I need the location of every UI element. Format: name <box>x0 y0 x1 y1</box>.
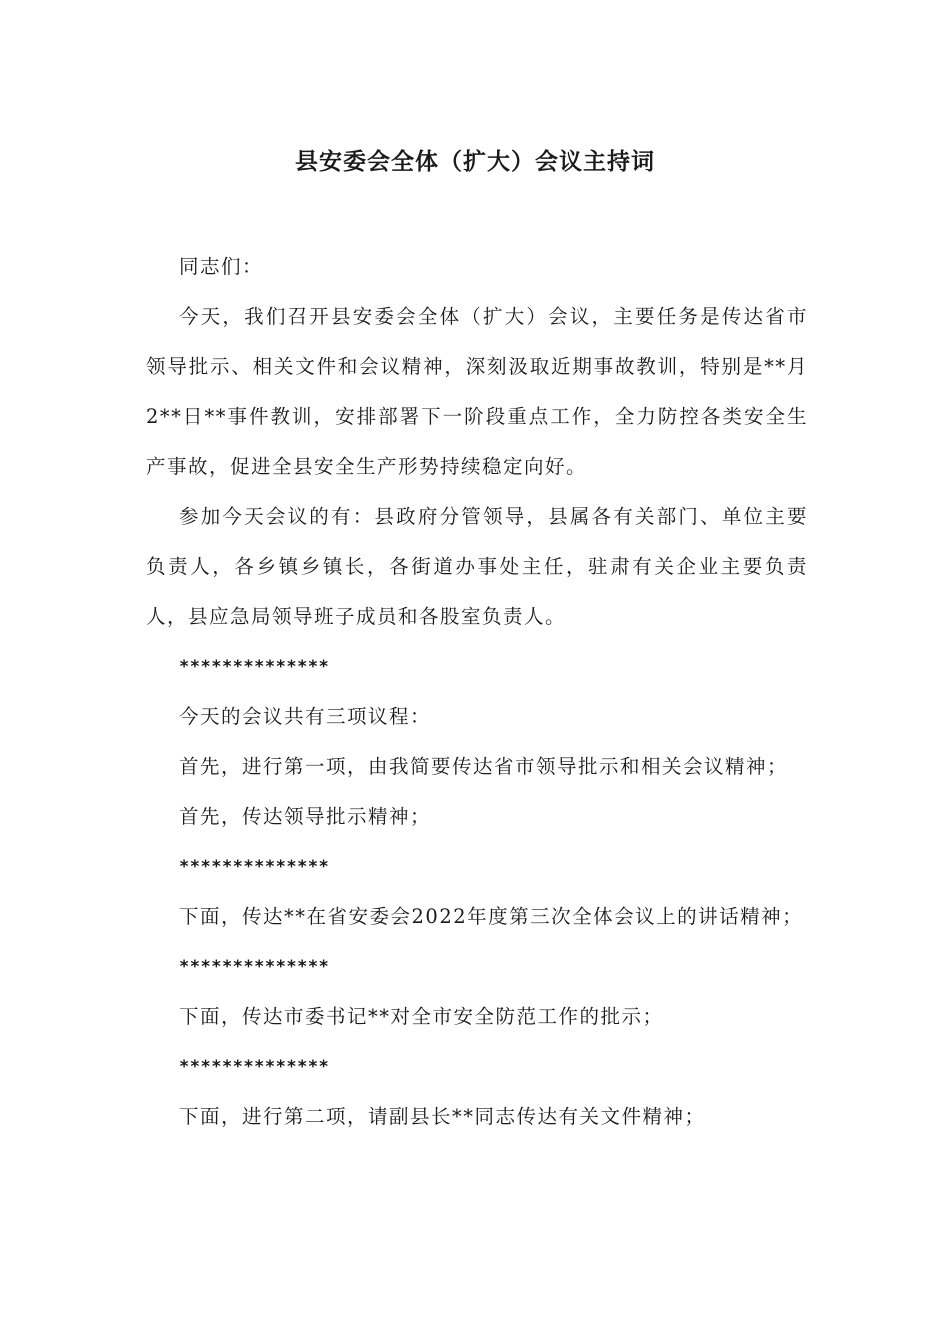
salutation: 同志们： <box>179 255 264 278</box>
placeholder-stars: ************** <box>179 1057 330 1077</box>
paragraph-agenda-item-1: 首先，进行第一项，由我简要传达省市领导批示和相关会议精神； <box>179 755 789 778</box>
placeholder-stars: ************** <box>179 657 330 677</box>
paragraph-attendees: 参加今天会议的有：县政府分管领导，县属各有关部门、单位主要负责人，各乡镇乡镇长，各街道办事处主任，驻肃有关企业主要负责人，县应急局领导班子成员和各股室负责人。 <box>146 505 808 628</box>
paragraph-agenda-intro: 今天的会议共有三项议程： <box>179 705 432 728</box>
document-body <box>146 242 808 1142</box>
paragraph-provincial-speech: 下面，传达**在省安委会2022年度第三次全体会议上的讲话精神； <box>179 905 804 928</box>
paragraph-city-secretary-instructions: 下面，传达市委书记**对全市安全防范工作的批示； <box>179 1005 664 1028</box>
placeholder-stars: ************** <box>179 957 330 977</box>
placeholder-stars: ************** <box>179 857 330 877</box>
paragraph-leader-instructions: 首先，传达领导批示精神； <box>179 805 432 828</box>
document-title: 县安委会全体（扩大）会议主持词 <box>295 148 655 175</box>
paragraph-agenda-item-2: 下面，进行第二项，请副县长**同志传达有关文件精神； <box>179 1105 706 1128</box>
paragraph-meeting-purpose: 今天，我们召开县安委会全体（扩大）会议，主要任务是传达省市领导批示、相关文件和会议精神，深刻汲取近期事故教训，特别是**月2**日**事件教训，安排部署下一阶段重点工作，全力防控各类安全生产事故，促进全县安全生产形势持续稳定向好。 <box>146 305 808 478</box>
